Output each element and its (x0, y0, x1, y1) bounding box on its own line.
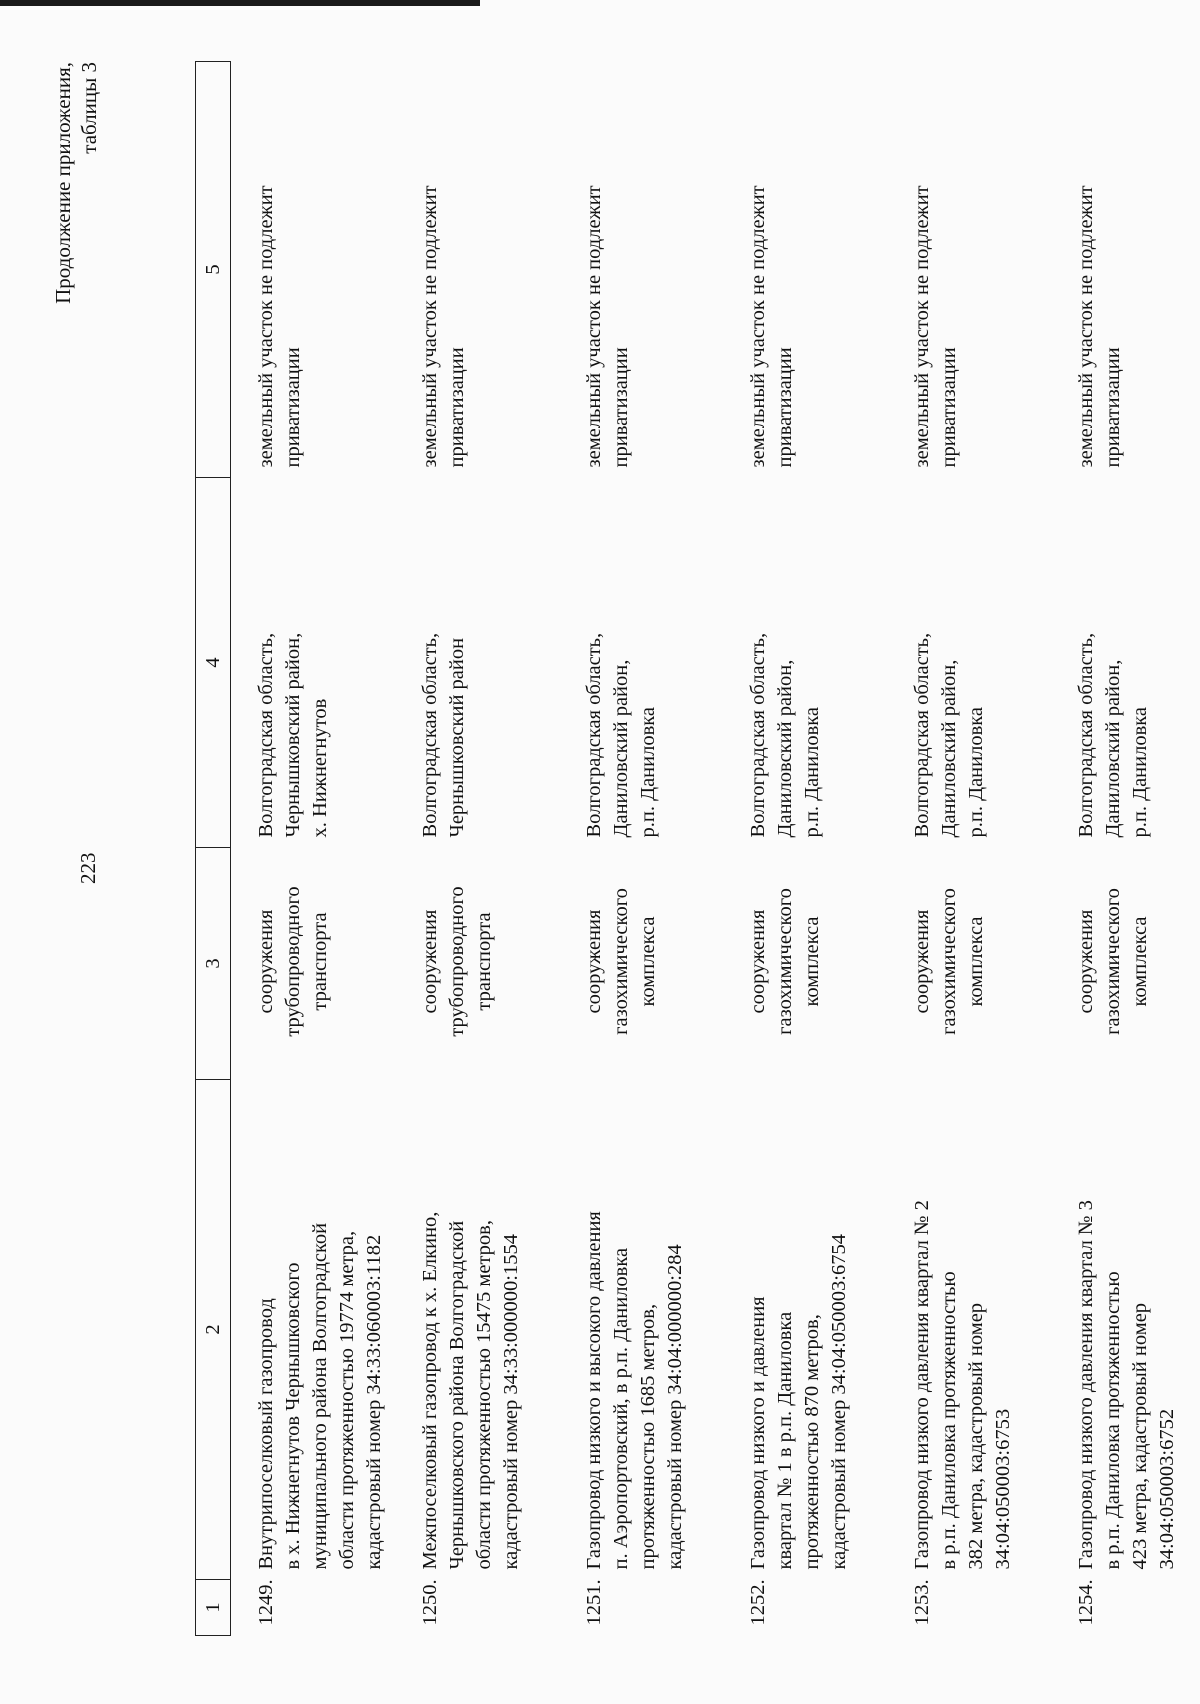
note-cell (887, 62, 1051, 478)
cell-line: Межпоселковый газопровод к х. Елкино, (419, 1211, 441, 1570)
cell-line: транспорта (473, 912, 495, 1011)
object-name-cell (231, 1080, 396, 1580)
column-header: 1 (196, 1580, 231, 1636)
cell-line: земельный участок не подлежит (911, 185, 933, 468)
cell-line: кадастровый номер 34:33:000000:1554 (500, 1234, 522, 1570)
cell-line: сооружения (1075, 909, 1097, 1014)
column-header: 3 (196, 848, 231, 1080)
table-row (395, 62, 559, 1636)
location-cell (395, 478, 559, 848)
cell-line: газохимического (1102, 888, 1124, 1035)
table-header-row (196, 62, 231, 1636)
cell-line: комплекса (637, 916, 659, 1007)
cell-line: Чернышковского района Волгоградской (446, 1220, 468, 1570)
cell-line: приватизации (774, 347, 796, 468)
table-row (559, 62, 723, 1636)
cell-line: квартал № 1 в р.п. Даниловка (774, 1311, 796, 1570)
note-cell (395, 62, 559, 478)
cell-line: сооружения (583, 909, 605, 1014)
cell-line: земельный участок не подлежит (747, 185, 769, 468)
row-number: 1252. (747, 1579, 769, 1626)
row-number: 1253. (911, 1579, 933, 1626)
object-type-cell (231, 848, 396, 1080)
note-cell (723, 62, 887, 478)
cell-line: сооружения (911, 909, 933, 1014)
object-name-cell (559, 1080, 723, 1580)
cell-line: Газопровод низкого давления квартал № 3 (1075, 1200, 1097, 1570)
column-header: 4 (196, 478, 231, 848)
cell-line: Внутрипоселковый газопровод (255, 1298, 277, 1570)
cell-line: кадастровый номер 34:04:000000:284 (664, 1244, 686, 1570)
cell-line: газохимического (774, 888, 796, 1035)
cell-line: трубопроводного (282, 886, 304, 1037)
cell-line: Волгоградская область, (747, 632, 769, 838)
object-name-cell (395, 1080, 559, 1580)
table-row (1051, 62, 1200, 1636)
note-cell (231, 62, 396, 478)
cell-line: трубопроводного (446, 886, 468, 1037)
cell-line: приватизации (938, 347, 960, 468)
location-cell (559, 478, 723, 848)
page-number: 223 (76, 852, 100, 884)
object-type-cell (395, 848, 559, 1080)
table-row (887, 62, 1051, 1636)
object-type-cell (1051, 848, 1200, 1080)
cell-line: Даниловский район, (610, 659, 632, 838)
object-name-cell (1051, 1080, 1200, 1580)
cell-line: в р.п. Даниловка протяженностью (1102, 1271, 1124, 1570)
row-number: 1250. (419, 1579, 441, 1626)
cell-line: приватизации (282, 347, 304, 468)
cell-line: газохимического (610, 888, 632, 1035)
cell-line: транспорта (309, 912, 331, 1011)
cell-line: Волгоградская область, (419, 632, 441, 838)
continuation-note (50, 62, 102, 482)
cell-line: области протяженностью 15475 метров, (473, 1220, 495, 1570)
table-body (231, 62, 1200, 1636)
cell-line: муниципального района Волгоградской (309, 1222, 331, 1570)
cell-line: комплекса (801, 916, 823, 1007)
location-cell (723, 478, 887, 848)
cell-line: комплекса (965, 916, 987, 1007)
object-type-cell (887, 848, 1051, 1080)
cell-line: 382 метра, кадастровый номер (965, 1302, 987, 1570)
cell-line: 423 метра, кадастровый номер (1129, 1302, 1151, 1570)
row-number: 1249. (255, 1579, 277, 1626)
cell-line: Чернышковский район (446, 637, 468, 838)
cell-line: сооружения (747, 909, 769, 1014)
cell-line: Волгоградская область, (255, 632, 277, 838)
table-row (231, 62, 396, 1636)
cell-line: х. Нижнегнутов (309, 698, 331, 838)
cell-line: земельный участок не подлежит (419, 185, 441, 468)
cell-line: земельный участок не подлежит (1075, 185, 1097, 468)
cell-line: в р.п. Даниловка протяженностью (938, 1271, 960, 1570)
cell-line: области протяженностью 19774 метра, (336, 1230, 358, 1570)
cell-line: 34:04:050003:6753 (992, 1408, 1014, 1570)
location-cell (231, 478, 396, 848)
cell-line: р.п. Даниловка (1129, 706, 1151, 838)
cell-line: р.п. Даниловка (965, 706, 987, 838)
cell-line: Волгоградская область, (1075, 632, 1097, 838)
cell-line: сооружения (419, 909, 441, 1014)
cell-line: в х. Нижнегнутов Чернышковского (282, 1262, 304, 1570)
cell-line: р.п. Даниловка (637, 706, 659, 838)
continuation-line: Продолжение приложения, (51, 62, 75, 304)
cell-line: 34:04:050003:6752 (1156, 1408, 1178, 1570)
cell-line: р.п. Даниловка (801, 706, 823, 838)
cell-line: Даниловский район, (938, 659, 960, 838)
column-header: 5 (196, 62, 231, 478)
cell-line: Даниловский район, (774, 659, 796, 838)
cell-line: п. Аэропортовский, в р.п. Даниловка (610, 1247, 632, 1570)
cell-line: Волгоградская область, (583, 632, 605, 838)
cell-line: протяженностью 870 метров, (801, 1314, 823, 1570)
object-name-cell (887, 1080, 1051, 1580)
cell-line: Газопровод низкого и высокого давления (583, 1211, 605, 1570)
object-type-cell (723, 848, 887, 1080)
cell-line: Чернышковский район, (282, 632, 304, 838)
object-type-cell (559, 848, 723, 1080)
cell-line: Газопровод низкого и давления (747, 1296, 769, 1570)
column-header: 2 (196, 1080, 231, 1580)
table-row (723, 62, 887, 1636)
cell-line: земельный участок не подлежит (255, 185, 277, 468)
cell-line: кадастровый номер 34:04:050003:6754 (828, 1234, 850, 1570)
cell-line: Даниловский район, (1102, 659, 1124, 838)
cell-line: земельный участок не подлежит (583, 185, 605, 468)
note-cell (1051, 62, 1200, 478)
cell-line: сооружения (255, 909, 277, 1014)
property-table (195, 61, 1200, 1636)
cell-line: газохимического (938, 888, 960, 1035)
cell-line: протяженностью 1685 метров, (637, 1303, 659, 1570)
row-number: 1251. (583, 1579, 605, 1626)
row-number: 1254. (1075, 1579, 1097, 1626)
cell-line: приватизации (610, 347, 632, 468)
cell-line: Волгоградская область, (911, 632, 933, 838)
location-cell (1051, 478, 1200, 848)
cell-line: комплекса (1129, 916, 1151, 1007)
cell-line: приватизации (1102, 347, 1124, 468)
cell-line: кадастровый номер 34:33:060003:1182 (363, 1234, 385, 1570)
cell-line: приватизации (446, 347, 468, 468)
cell-line: Газопровод низкого давления квартал № 2 (911, 1200, 933, 1570)
continuation-line: таблицы 3 (77, 62, 101, 154)
note-cell (559, 62, 723, 478)
location-cell (887, 478, 1051, 848)
object-name-cell (723, 1080, 887, 1580)
